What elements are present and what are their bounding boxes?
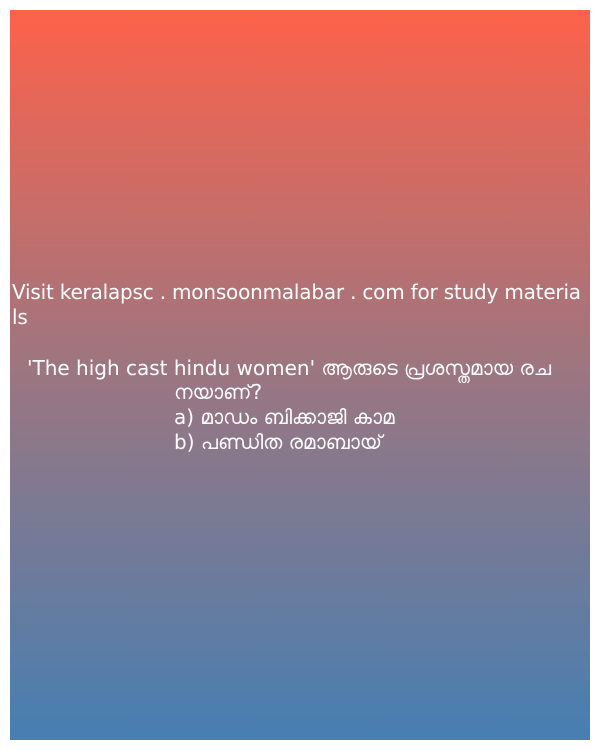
question-text-line-2: നയാണ്? [174, 380, 263, 404]
option-b: b) പണ്ഡിത രമാബായ് [174, 430, 383, 454]
quiz-card [10, 10, 590, 740]
question-continuation [10, 380, 590, 455]
promo-text: Visit keralapsc . monsoonmalabar . com for study materia ls [12, 280, 581, 329]
option-a: a) മാഡം ബിക്കാജി കാമ [174, 405, 395, 429]
question-block [10, 356, 590, 455]
question-text-line-1: 'The high cast hindu women' ആരുടെ പ്രശസ്തമായ രച [27, 356, 552, 380]
